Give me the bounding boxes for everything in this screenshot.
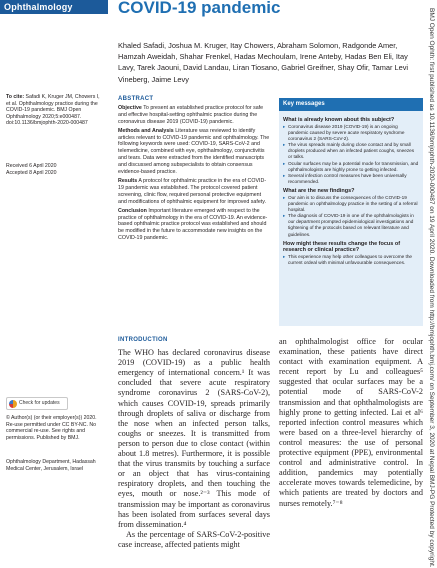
abstract-heading: ABSTRACT — [118, 96, 154, 102]
introduction-paragraph: The WHO has declared coronavirus disease 2019 (COVID-19) as a public health emergency of international concern.¹ It was concluded that severe acute respiratory syndrome coronavirus 2 (SARS-CoV-2), which causes COVID-19, spreads primarily through droplets of saliva or discharge from the nose when an infected person talks, coughs or sneezes. It is transmitted from person to person due to close contact (within about 1.8 metres). Furthermore, it is possible that the virus transmits by touching a surface or an object that has virus-containing respiratory droplets, and then touching the eyes, mouth or nose.²⁻³ This mode of transmission may be important as coronavirus has been isolated from surfaces several days from dissemination.⁴ — [118, 348, 270, 529]
key-messages-heading: Key messages — [279, 98, 423, 111]
accepted-date: Accepted 8 April 2020 — [6, 169, 57, 176]
abstract-conclusion — [118, 208, 270, 243]
list-item: ▸ This experience may help other colleagues to overcome the current ordeal with minimal unfavourable consequences. — [283, 254, 419, 266]
key-question-new-findings: What are the new findings? — [283, 187, 355, 194]
results-label: Results — [118, 177, 138, 184]
author-affiliation: Ophthalmology Department, Hadassah Medical Center, Jerusalem, Israel — [6, 459, 96, 472]
crossmark-icon — [9, 400, 17, 408]
list-item: ▸ Our aim is to discuss the consequences of the COVID-19 pandemic on ophthalmology practice in the setting of a referral hospital. — [283, 195, 419, 213]
conclusion-text: Important literature emerged with respect to the practice of ophthalmology in the era of COVID-19. An evidence-based ophthalmic practice protocol was established and should be modified in the future to accommodate new insights on the COVID-19 pandemic. — [118, 207, 268, 242]
author-list: Khaled Safadi, Joshua M. Kruger, Itay Chowers, Abraham Solomon, Radgonde Amer, Hamzah Aweidah, Shahar Frenkel, Hadas Mechoulam, Irene Anteby, Hadas Ben Eli, Itay Lavy, Tarek Jaouni, David Landau, Liran Tiosano, Gabriel Greifner, Shay Ofir, Tamar Levi Vineberg, Jaime Levy — [118, 41, 409, 84]
list-item: ▸ Several infection control measures have been universally recommended. — [283, 173, 419, 185]
list-item: ▸ The virus spreads mainly during close contact and by small droplets produced when an infected patient coughs, sneezes or talks. — [283, 142, 419, 160]
methods-label: Methods and Analysis — [118, 127, 174, 134]
cite-label: To cite: — [6, 94, 25, 100]
check-for-updates-button[interactable] — [6, 397, 68, 410]
key-question-known: What is already known about this subject? — [283, 117, 395, 123]
article-dates — [6, 163, 104, 176]
list-item: ▸ The diagnosis of COVID-19 in one of the ophthalmologists in our department prompted epidemiological investigations and tightening of the protocols based on relevant literature and guidelines. — [283, 213, 419, 237]
article-title: COVID-19 pandemic — [118, 0, 281, 17]
journal-section-tag: Ophthalmology — [0, 0, 108, 14]
abstract-section — [118, 96, 270, 244]
results-text: A protocol for ophthalmic practice in the era of COVID-19 pandemic was established. The protocol covered patient screening, clinic flow, required personal protective equipment and modifications of ophthalmic equipment for improved safety. — [118, 177, 267, 205]
methods-text: Literature was reviewed to identify articles relevant to COVID-19 pandemic and ophthalmology. The following keywords were used: COVID-19, SARS-CoV-2 and telemedicine, combined with eye, ophthalmology, conjunctivitis and tears. Data were extracted from the identified manuscripts and discussed among subspecialists to obtain consensus evidence-based practice. — [118, 127, 270, 176]
license-notice: © Author(s) (or their employer(s)) 2020. Re-use permitted under CC BY-NC. No commercial re-use. See rights and permissions. Published by BMJ. — [6, 415, 97, 441]
citation-block — [6, 94, 104, 127]
list-item: ▸ Coronavirus disease 2019 (COVID-19) is an ongoing pandemic caused by severe acute respiratory syndrome coronavirus 2 (SARS-CoV-2). — [283, 124, 419, 142]
introduction-paragraph: As the percentage of SARS-CoV-2-positive case increase, affected patients might — [118, 529, 270, 549]
key-question-impact: How might these results change the focus of research or clinical practice? — [283, 240, 401, 253]
cite-text[interactable]: Safadi K, Kruger JM, Chowers I, et al. Ophthalmology practice during the COVID-19 pandemic. BMJ Open Ophthalmology 2020;5:e000487. doi:10.1136/bmjophth-2020-000487 — [6, 94, 100, 127]
objective-label: Objective — [118, 104, 142, 111]
abstract-objective — [118, 105, 270, 126]
conclusion-label: Conclusion — [118, 207, 147, 214]
body-text-right-column: an ophthalmologist office for ocular examination, these patients have direct contact with examination equipment. A recent report by Lu and colleagues⁵ suggested that ocular surfaces may be a potential mode of SARS-CoV-2 transmission and that ophthalmologists are highly prone to getting infected. Lai et al⁶ reported infection control measures which were based on a three-level hierarchy of control measures: the use of personal protective equipment (PPE), environmental control and administrative control. In addition, pandemics may potentially accelerate moves towards telemedicine, by which patients are treated by doctors and nurses remotely.⁷⁻⁸ — [279, 337, 423, 508]
download-notice-text: BMJ Open Ophth: first published as 10.1136/bmjophth-2020-000487 on 19 April 2020. Downloaded from http://bmjophth.bmj.com/ on September 3, 2020 at Nepal BMJ-PG Protected by copyright. — [428, 8, 435, 568]
masthead — [0, 0, 437, 28]
introduction-section — [118, 335, 270, 550]
received-date: Received 6 April 2020 — [6, 163, 57, 169]
abstract-results — [118, 178, 270, 206]
check-for-updates-label: Check for updates — [19, 400, 60, 406]
download-notice-strip — [428, 0, 437, 568]
key-messages-box — [279, 98, 423, 326]
objective-text: To present an established practice protocol for safe and effective hospital-setting ophthalmic practice during the coronavirus disease 2019 (COVID-19) pandemic. — [118, 104, 264, 125]
list-item: ▸ Ocular surfaces may be a potential mode for transmission, and ophthalmologists are highly prone to getting infected. — [283, 161, 419, 173]
introduction-heading: INTRODUCTION — [118, 337, 168, 343]
abstract-methods — [118, 128, 270, 176]
